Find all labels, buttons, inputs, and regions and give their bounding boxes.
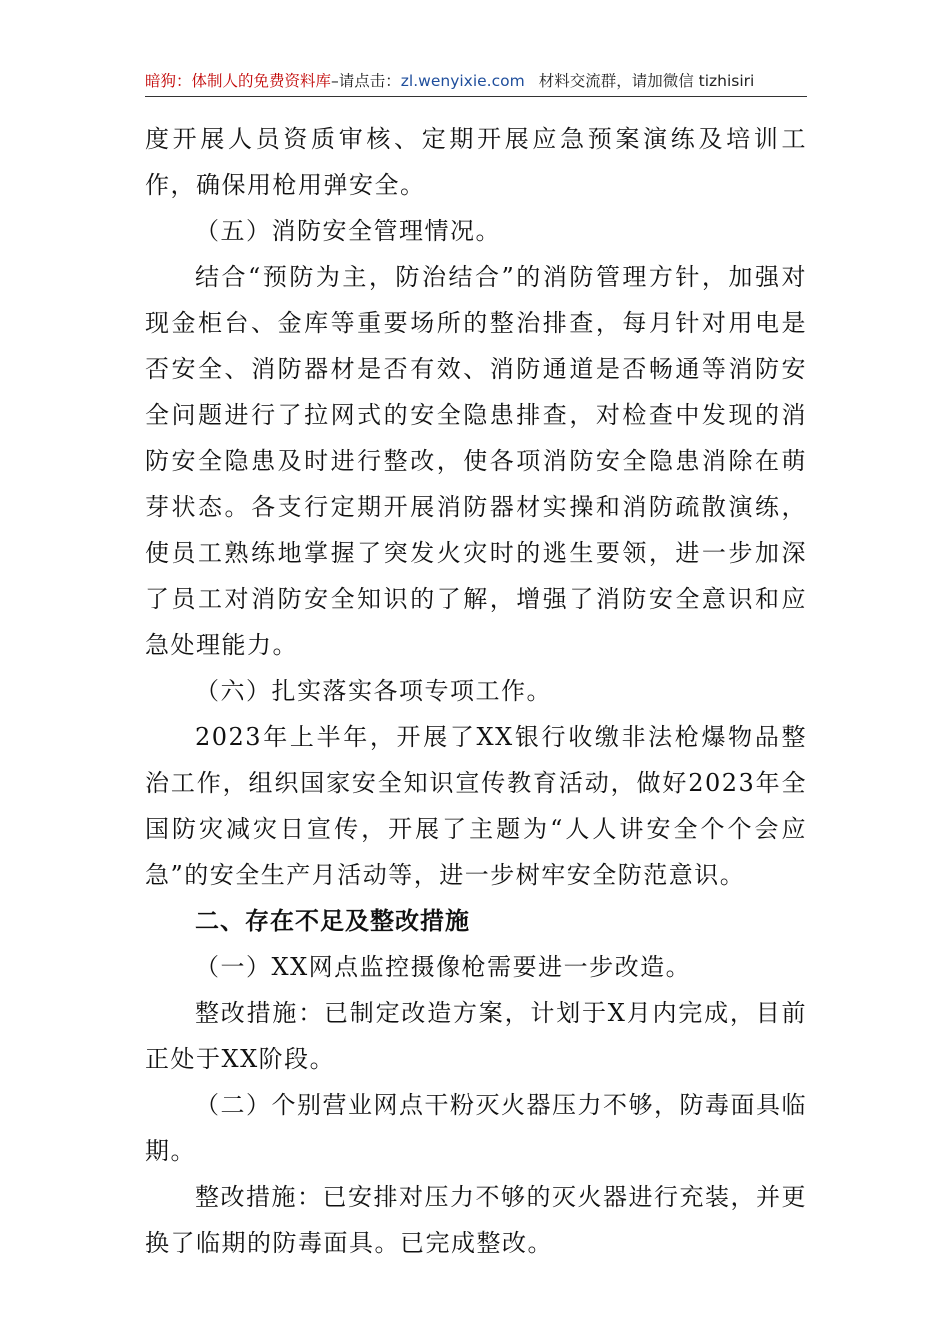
document-body <box>145 116 807 1266</box>
subheading-extinguisher-issue: （二）个别营业网点干粉灭火器压力不够，防毒面具临期。 <box>145 1091 807 1165</box>
header-link-prefix: –请点击： <box>331 72 401 90</box>
paragraph-fire-safety: 结合“预防为主，防治结合”的消防管理方针，加强对现金柜台、金库等重要场所的整治排查，每月针对用电是否安全、消防器材是否有效、消防通道是否畅通等消防安全问题进行了拉网式的安全隐患排查，对检查中发现的消防安全隐患及时进行整改，使各项消防安全隐患消除在萌芽状态。各支行定期开展消防器材实操和消防疏散演练，使员工熟练地掌握了突发火灾时的逃生要领，进一步加深了员工对消防安全知识的了解，增强了消防安全意识和应急处理能力。 <box>145 263 807 659</box>
page-header <box>145 70 807 97</box>
subheading-special-work: （六）扎实落实各项专项工作。 <box>195 677 552 705</box>
paragraph-camera-fix: 整改措施：已制定改造方案，计划于X月内完成，目前正处于XX阶段。 <box>145 999 807 1073</box>
subheading-camera-issue: （一）XX网点监控摄像枪需要进一步改造。 <box>195 953 692 981</box>
subheading-fire-safety: （五）消防安全管理情况。 <box>195 217 501 245</box>
header-brand: 暗狗：体制人的免费资料库 <box>145 72 332 90</box>
header-link[interactable]: zl.wenyixie.com <box>400 72 525 90</box>
section-heading-shortcomings: 二、存在不足及整改措施 <box>195 907 470 935</box>
paragraph-special-work: 2023年上半年，开展了XX银行收缴非法枪爆物品整治工作，组织国家安全知识宣传教育活动，做好2023年全国防灾减灾日宣传，开展了主题为“人人讲安全个个会应急”的安全生产月活动等，进一步树牢安全防范意识。 <box>145 723 807 889</box>
header-contact: 材料交流群，请加微信 tizhisiri <box>538 72 755 90</box>
paragraph-extinguisher-fix: 整改措施：已安排对压力不够的灭火器进行充装，并更换了临期的防毒面具。已完成整改。 <box>145 1183 807 1257</box>
paragraph-continued: 度开展人员资质审核、定期开展应急预案演练及培训工作，确保用枪用弹安全。 <box>145 125 807 199</box>
